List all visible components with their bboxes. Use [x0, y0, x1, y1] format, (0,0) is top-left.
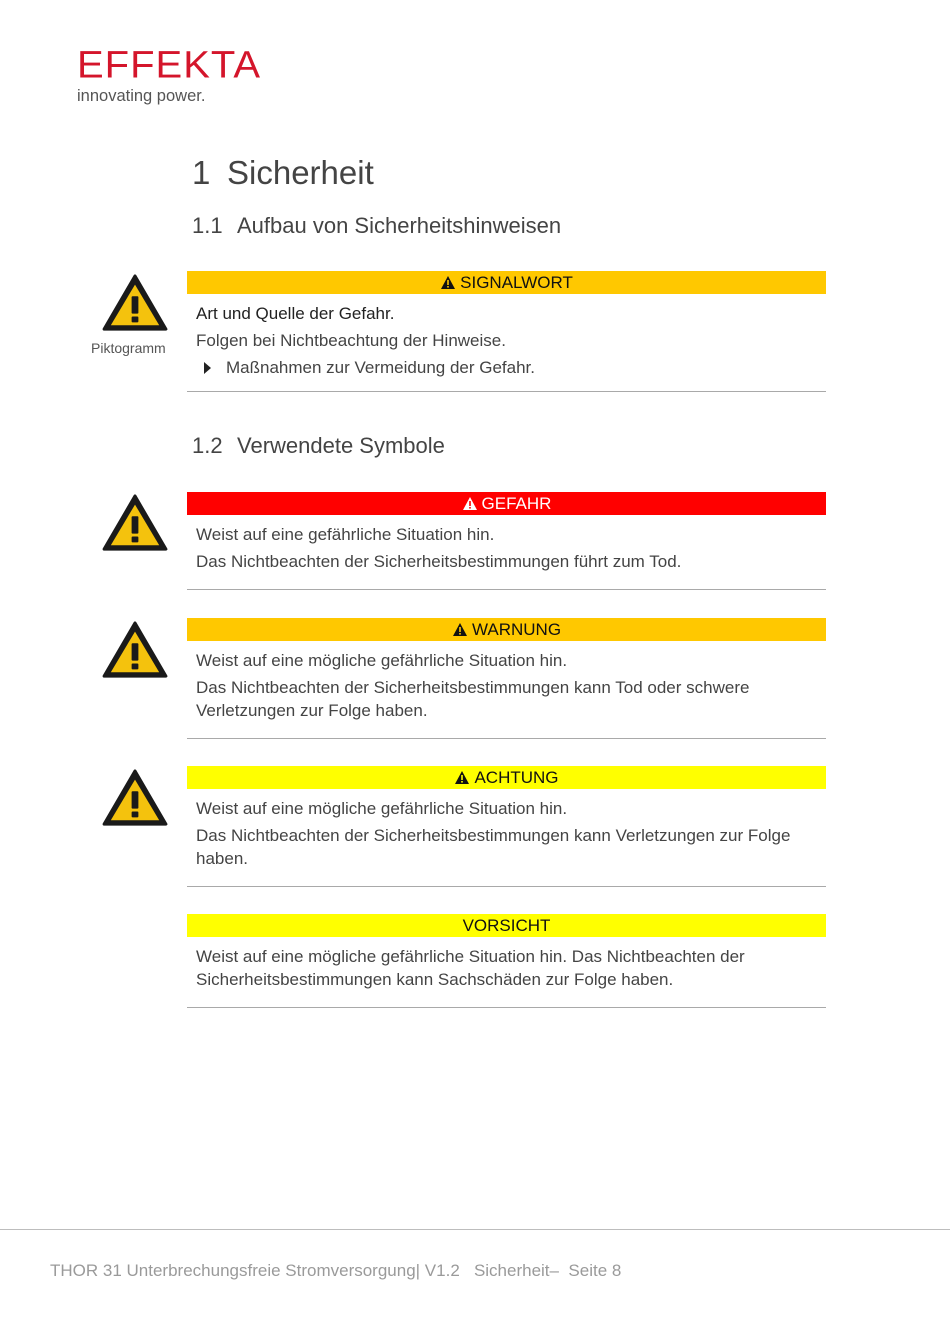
- signal-bar: [187, 271, 826, 294]
- warning-small-icon: [462, 496, 478, 511]
- chapter-number: 1: [192, 154, 211, 191]
- notice-line: Das Nichtbeachten der Sicherheitsbestimmungen kann Verletzungen zur Folge haben.: [196, 826, 791, 868]
- signal-bar: [187, 492, 826, 515]
- logo-tagline: innovating power.: [77, 87, 206, 105]
- notice-line: Weist auf eine mögliche gefährliche Situation hin. Das Nichtbeachten der Sicherheitsbestimmungen kann Sachschäden zur Folge haben.: [196, 947, 745, 989]
- signal-word: WARNUNG: [471, 620, 562, 639]
- signal-word: GEFAHR: [481, 494, 552, 513]
- notice-vorsicht: [187, 914, 826, 1008]
- logo-wordmark: EFFEKTA: [77, 44, 262, 86]
- section-title: Aufbau von Sicherheitshinweisen: [237, 213, 562, 238]
- notice-warnung: [187, 618, 826, 739]
- signal-bar: [187, 914, 826, 937]
- notice-line: Das Nichtbeachten der Sicherheitsbestimmungen kann Tod oder schwere Verletzungen zur Folge haben.: [196, 678, 750, 720]
- section-number: 1.1: [192, 213, 223, 238]
- company-logo: [77, 46, 261, 106]
- signal-word: VORSICHT: [462, 916, 551, 935]
- measure-item: [196, 356, 826, 379]
- warning-triangle-icon: [100, 493, 170, 553]
- notice-body: [187, 789, 826, 886]
- signal-bar: [187, 766, 826, 789]
- warning-small-icon: [452, 622, 468, 637]
- signal-word: SIGNALWORT: [460, 273, 573, 292]
- notice-achtung: [187, 766, 826, 887]
- notice-gefahr: [187, 492, 826, 590]
- warning-triangle-icon: [100, 620, 170, 680]
- section-number: 1.2: [192, 433, 223, 458]
- notice-line: Das Nichtbeachten der Sicherheitsbestimmungen führt zum Tod.: [196, 552, 682, 571]
- signal-bar: [187, 618, 826, 641]
- section-title: Verwendete Symbole: [237, 433, 445, 458]
- bullet-arrow-icon: [204, 362, 211, 374]
- safety-notice-template: [187, 271, 826, 392]
- notice-body: [187, 515, 826, 589]
- notice-line: Weist auf eine mögliche gefährliche Situation hin.: [196, 651, 568, 670]
- notice-body: [187, 294, 826, 391]
- notice-body: [187, 641, 826, 738]
- warning-triangle-icon: [100, 273, 170, 333]
- warning-small-icon: [440, 275, 456, 290]
- notice-line: Weist auf eine mögliche gefährliche Situation hin.: [196, 799, 568, 818]
- section-heading-1-2: [192, 433, 445, 459]
- pictogram-caption: Piktogramm: [91, 340, 166, 356]
- page-footer: THOR 31 Unterbrechungsfreie Stromversorgung| V1.2 Sicherheit– Seite 8: [50, 1261, 622, 1280]
- hazard-source: Art und Quelle der Gefahr.: [196, 304, 395, 323]
- measure-text: Maßnahmen zur Vermeidung der Gefahr.: [226, 358, 535, 377]
- footer-divider: [0, 1229, 950, 1230]
- warning-small-icon: [454, 770, 470, 785]
- signal-word: ACHTUNG: [474, 768, 559, 787]
- hazard-consequence: Folgen bei Nichtbeachtung der Hinweise.: [196, 331, 506, 350]
- warning-triangle-icon: [100, 768, 170, 828]
- chapter-title-text: Sicherheit: [227, 154, 374, 191]
- notice-body: [187, 937, 826, 1007]
- section-heading-1-1: [192, 213, 561, 239]
- chapter-title: [192, 154, 374, 192]
- notice-line: Weist auf eine gefährliche Situation hin.: [196, 525, 495, 544]
